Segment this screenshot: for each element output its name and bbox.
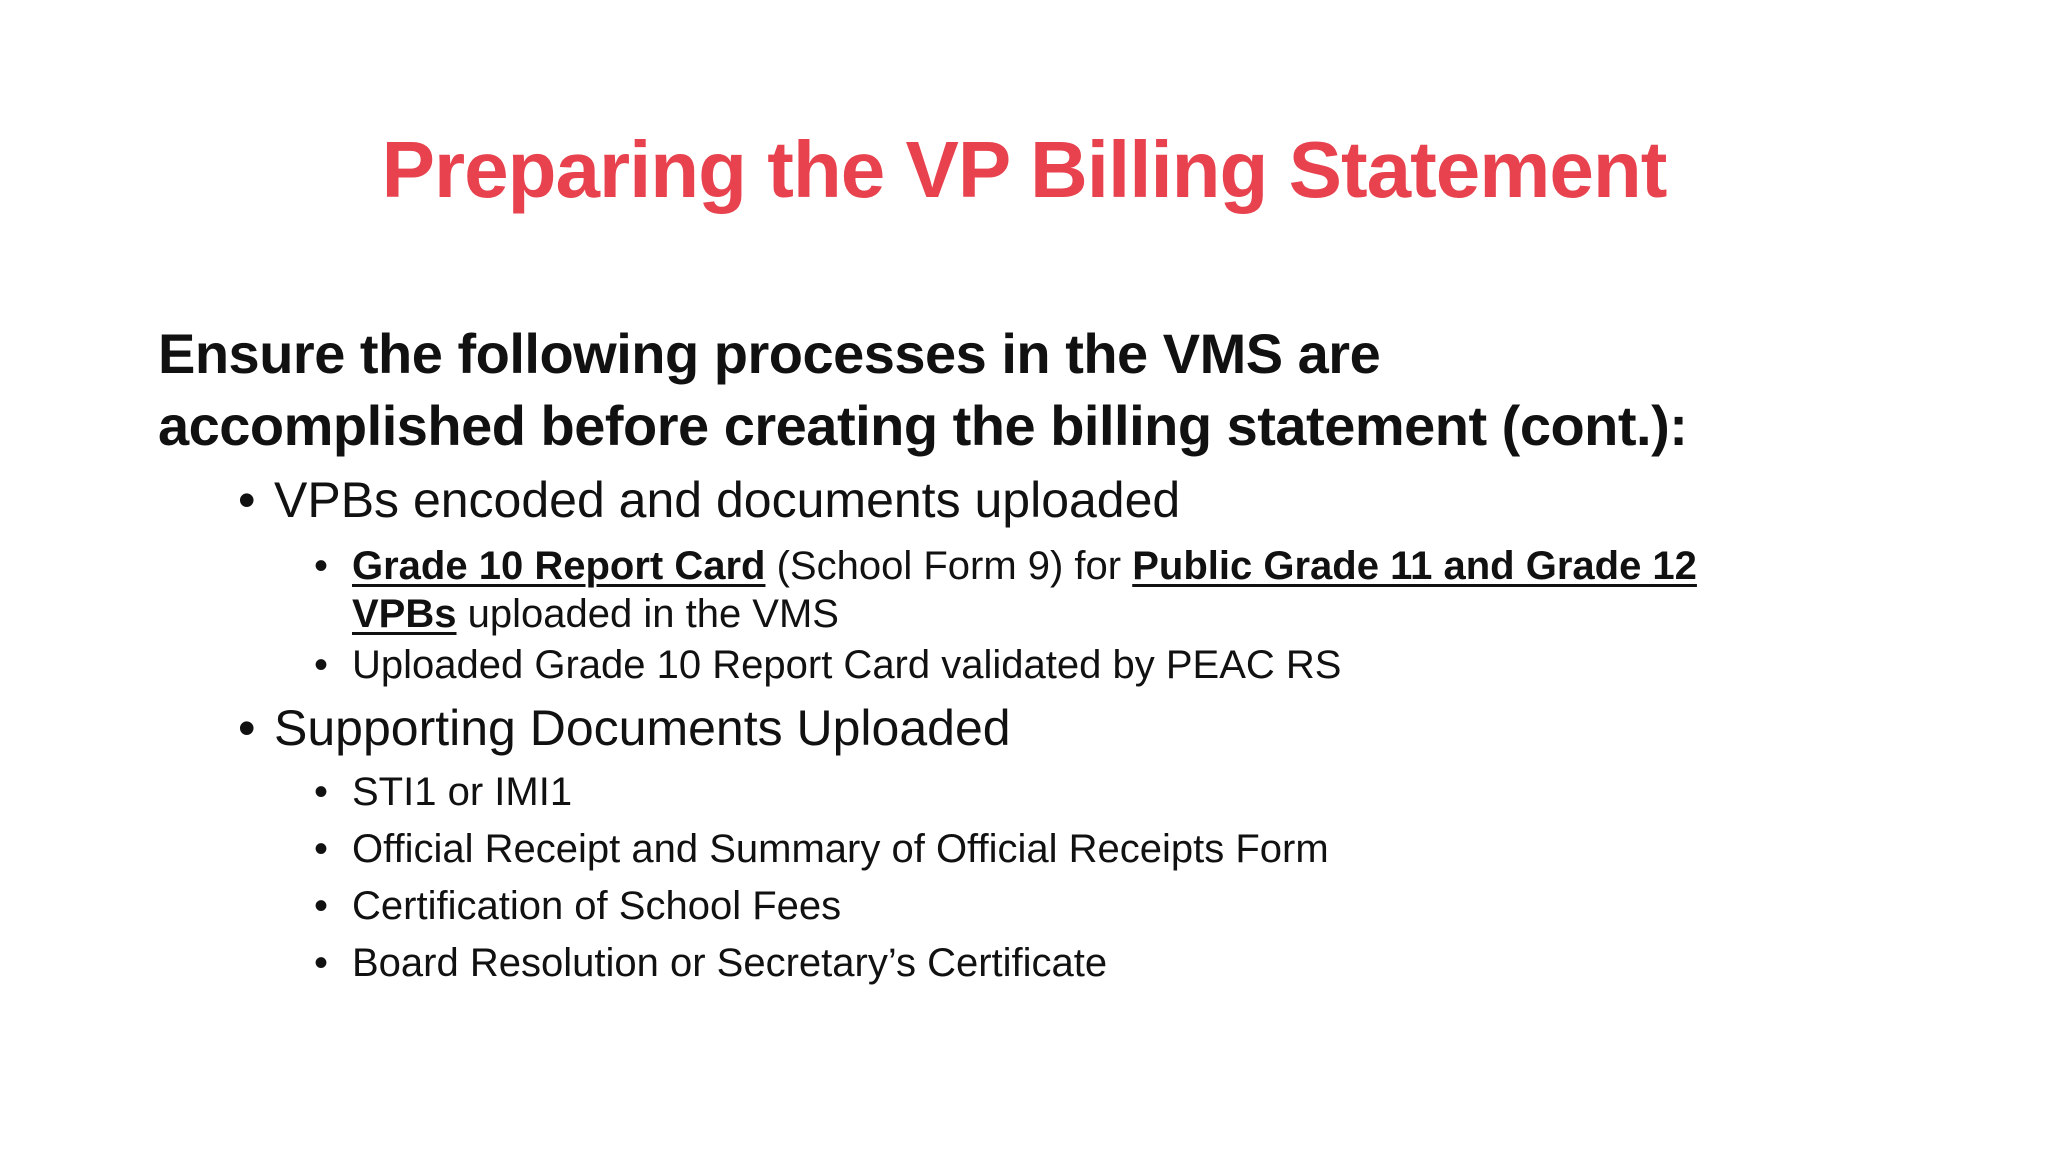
emphasis-grade10-report-card: Grade 10 Report Card [352, 544, 766, 588]
list-item-text: STI1 or IMI1 [352, 770, 573, 814]
item-text-segment: (School Form 9) for [765, 544, 1133, 588]
section-vpbs-encoded [238, 470, 1180, 530]
list-item [314, 641, 1812, 689]
bullet-icon: • [238, 472, 256, 528]
slide-title: Preparing the VP Billing Statement [381, 125, 1667, 214]
section-supporting-documents [238, 698, 1011, 758]
list-item-text: Board Resolution or Secretary’s Certificate [352, 941, 1108, 985]
list-item [314, 882, 1812, 930]
section-label: VPBs encoded and documents uploaded [274, 472, 1181, 528]
bullet-icon: • [314, 941, 329, 985]
section-label: Supporting Documents Uploaded [274, 700, 1011, 756]
lead-line-2: accomplished before creating the billing statement (cont.): [158, 394, 1688, 457]
list-item [314, 825, 1812, 873]
bullet-icon: • [314, 884, 329, 928]
list-item-text [352, 542, 1812, 638]
bullet-icon: • [314, 643, 329, 687]
bullet-icon: • [238, 700, 256, 756]
lead-line-1: Ensure the following processes in the VMS are [158, 322, 1381, 385]
list-item-text: Uploaded Grade 10 Report Card validated by PEAC RS [352, 643, 1342, 687]
emphasis-public-grades: Public Grade 11 and Grade 12 [1132, 544, 1697, 588]
bullet-icon: • [314, 827, 329, 871]
item-text-segment: uploaded in the VMS [456, 592, 839, 636]
bullet-icon: • [314, 544, 329, 588]
emphasis-vpbs: VPBs [352, 592, 457, 636]
list-item-text: Official Receipt and Summary of Official Receipts Form [352, 827, 1329, 871]
list-item-text: Certification of School Fees [352, 884, 842, 928]
list-item [314, 768, 1812, 816]
list-item [314, 939, 1812, 987]
list-item [314, 542, 1812, 638]
lead-statement [158, 318, 1958, 462]
bullet-icon: • [314, 770, 329, 814]
